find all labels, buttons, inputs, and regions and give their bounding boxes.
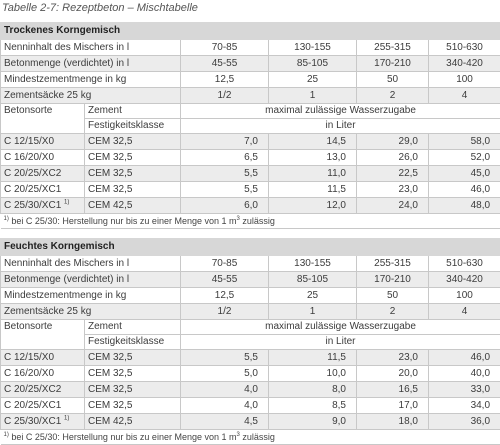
betonsorte-value: C 20/25/XC1	[4, 400, 62, 411]
footnote-ref: 1)	[64, 415, 70, 422]
betonsorte-cell	[1, 350, 85, 366]
section-title: Feuchtes Korngemisch	[1, 239, 500, 256]
water-value-cell: 46,0	[429, 350, 500, 366]
table-cell: 255-315	[357, 256, 429, 272]
table-row	[1, 40, 500, 56]
table-row	[1, 398, 500, 414]
betonsorte-cell	[1, 150, 85, 166]
footnote-text: bei C 25/30: Herstellung nur bis zu einer Menge von 1 m	[11, 216, 237, 226]
table-cell: 25	[269, 72, 357, 88]
footnote-mark: 1)	[3, 216, 9, 222]
footnote-end: zulässig	[242, 216, 275, 226]
footnote-ref: 1)	[64, 199, 70, 206]
footnote-exponent: 3	[236, 432, 240, 438]
table-cell: 340-420	[429, 56, 500, 72]
table-row	[1, 382, 500, 398]
betonsorte-value: C 20/25/XC1	[4, 184, 62, 195]
row-label: Zementsäcke 25 kg	[1, 88, 181, 104]
betonsorte-value: C 16/20/X0	[4, 368, 55, 379]
section-header	[1, 23, 500, 40]
table-row	[1, 272, 500, 288]
betonsorte-cell	[1, 134, 85, 150]
footnote-mark: 1)	[3, 432, 9, 438]
table-cell: 2	[357, 88, 429, 104]
water-value-cell: 9,0	[269, 414, 357, 430]
table-cell: 70-85	[181, 40, 269, 56]
table-row	[1, 72, 500, 88]
water-value-cell: 26,0	[357, 150, 429, 166]
table-cell: 340-420	[429, 272, 500, 288]
column-heading-row	[1, 104, 500, 119]
mix-table	[0, 238, 500, 445]
water-value-cell: 5,5	[181, 350, 269, 366]
table-cell: 2	[357, 304, 429, 320]
row-label: Betonmenge (verdichtet) in l	[1, 56, 181, 72]
table-cell: 1/2	[181, 304, 269, 320]
row-label: Betonmenge (verdichtet) in l	[1, 272, 181, 288]
betonsorte-value: C 20/25/XC2	[4, 384, 62, 395]
zement-cell: CEM 32,5	[85, 134, 181, 150]
table-cell: 12,5	[181, 72, 269, 88]
zement-cell: CEM 32,5	[85, 166, 181, 182]
table-cell: 100	[429, 288, 500, 304]
zement-cell: CEM 32,5	[85, 382, 181, 398]
water-value-cell: 23,0	[357, 350, 429, 366]
water-value-cell: 5,5	[181, 182, 269, 198]
column-heading-row	[1, 320, 500, 335]
table-cell: 130-155	[269, 256, 357, 272]
water-value-cell: 14,5	[269, 134, 357, 150]
section-header	[1, 239, 500, 256]
betonsorte-cell	[1, 198, 85, 214]
table-cell: 85-105	[269, 56, 357, 72]
water-value-cell: 4,0	[181, 382, 269, 398]
water-value-cell: 16,5	[357, 382, 429, 398]
zement-cell: CEM 32,5	[85, 350, 181, 366]
zement-cell: CEM 32,5	[85, 182, 181, 198]
table-cell: 130-155	[269, 40, 357, 56]
table-row	[1, 288, 500, 304]
water-value-cell: 13,0	[269, 150, 357, 166]
col-head-unit: in Liter	[181, 119, 500, 134]
table-cell: 170-210	[357, 56, 429, 72]
water-value-cell: 40,0	[429, 366, 500, 382]
betonsorte-value: C 20/25/XC2	[4, 168, 62, 179]
footnote	[1, 430, 500, 445]
betonsorte-value: C 12/15/X0	[4, 352, 55, 363]
table-cell: 1/2	[181, 88, 269, 104]
footnote-end: zulässig	[242, 432, 275, 442]
table-row	[1, 182, 500, 198]
betonsorte-value: C 12/15/X0	[4, 136, 55, 147]
water-value-cell: 58,0	[429, 134, 500, 150]
table-cell: 170-210	[357, 272, 429, 288]
water-value-cell: 45,0	[429, 166, 500, 182]
table-cell: 4	[429, 304, 500, 320]
footnote-row	[1, 430, 500, 445]
table-cell: 1	[269, 88, 357, 104]
table-row	[1, 256, 500, 272]
row-label: Nenninhalt des Mischers in l	[1, 40, 181, 56]
table-cell: 4	[429, 88, 500, 104]
table-cell: 255-315	[357, 40, 429, 56]
water-value-cell: 4,0	[181, 398, 269, 414]
row-label: Mindestzementmenge in kg	[1, 288, 181, 304]
water-value-cell: 34,0	[429, 398, 500, 414]
water-value-cell: 29,0	[357, 134, 429, 150]
water-value-cell: 17,0	[357, 398, 429, 414]
table-cell: 70-85	[181, 256, 269, 272]
water-value-cell: 6,0	[181, 198, 269, 214]
betonsorte-cell	[1, 398, 85, 414]
water-value-cell: 52,0	[429, 150, 500, 166]
table-row	[1, 304, 500, 320]
col-head-betonsorte: Betonsorte	[1, 320, 85, 350]
water-value-cell: 7,0	[181, 134, 269, 150]
col-head-festigkeit: Festigkeitsklasse	[85, 335, 181, 350]
water-value-cell: 6,5	[181, 150, 269, 166]
water-value-cell: 48,0	[429, 198, 500, 214]
water-value-cell: 11,5	[269, 182, 357, 198]
table-row	[1, 366, 500, 382]
table-row	[1, 350, 500, 366]
table-cell: 85-105	[269, 272, 357, 288]
table-cell: 25	[269, 288, 357, 304]
table-row	[1, 134, 500, 150]
table-cell: 12,5	[181, 288, 269, 304]
col-head-wasser: maximal zulässige Wasserzugabe	[181, 320, 500, 335]
table-cell: 510-630	[429, 40, 500, 56]
table-cell: 510-630	[429, 256, 500, 272]
table-cell: 50	[357, 72, 429, 88]
col-head-betonsorte: Betonsorte	[1, 104, 85, 134]
col-head-unit: in Liter	[181, 335, 500, 350]
table-cell: 50	[357, 288, 429, 304]
water-value-cell: 18,0	[357, 414, 429, 430]
water-value-cell: 8,5	[269, 398, 357, 414]
betonsorte-cell	[1, 366, 85, 382]
table-caption: Tabelle 2-7: Rezeptbeton – Mischtabelle	[2, 2, 198, 14]
table-cell: 100	[429, 72, 500, 88]
table-row	[1, 198, 500, 214]
water-value-cell: 23,0	[357, 182, 429, 198]
betonsorte-value: C 25/30/XC1	[4, 416, 62, 427]
table-feuchtes-korngemisch	[0, 238, 500, 445]
water-value-cell: 33,0	[429, 382, 500, 398]
section-title: Trockenes Korngemisch	[1, 23, 500, 40]
table-row	[1, 88, 500, 104]
table-cell: 45-55	[181, 56, 269, 72]
betonsorte-cell	[1, 382, 85, 398]
water-value-cell: 5,5	[181, 166, 269, 182]
water-value-cell: 36,0	[429, 414, 500, 430]
row-label: Mindestzementmenge in kg	[1, 72, 181, 88]
table-trockenes-korngemisch	[0, 22, 500, 229]
table-row	[1, 150, 500, 166]
water-value-cell: 11,0	[269, 166, 357, 182]
row-label: Zementsäcke 25 kg	[1, 304, 181, 320]
betonsorte-cell	[1, 182, 85, 198]
water-value-cell: 46,0	[429, 182, 500, 198]
table-row	[1, 414, 500, 430]
col-head-festigkeit: Festigkeitsklasse	[85, 119, 181, 134]
zement-cell: CEM 32,5	[85, 366, 181, 382]
betonsorte-value: C 16/20/X0	[4, 152, 55, 163]
row-label: Nenninhalt des Mischers in l	[1, 256, 181, 272]
water-value-cell: 8,0	[269, 382, 357, 398]
water-value-cell: 10,0	[269, 366, 357, 382]
col-head-zement: Zement	[85, 104, 181, 119]
footnote-exponent: 3	[236, 216, 240, 222]
betonsorte-cell	[1, 414, 85, 430]
mix-table	[0, 22, 500, 229]
water-value-cell: 11,5	[269, 350, 357, 366]
zement-cell: CEM 42,5	[85, 198, 181, 214]
zement-cell: CEM 32,5	[85, 150, 181, 166]
footnote	[1, 214, 500, 229]
zement-cell: CEM 42,5	[85, 414, 181, 430]
footnote-text: bei C 25/30: Herstellung nur bis zu einer Menge von 1 m	[11, 432, 237, 442]
table-cell: 45-55	[181, 272, 269, 288]
table-row	[1, 56, 500, 72]
table-cell: 1	[269, 304, 357, 320]
water-value-cell: 4,5	[181, 414, 269, 430]
table-row	[1, 166, 500, 182]
water-value-cell: 20,0	[357, 366, 429, 382]
water-value-cell: 22,5	[357, 166, 429, 182]
zement-cell: CEM 32,5	[85, 398, 181, 414]
col-head-wasser: maximal zulässige Wasserzugabe	[181, 104, 500, 119]
col-head-zement: Zement	[85, 320, 181, 335]
water-value-cell: 24,0	[357, 198, 429, 214]
footnote-row	[1, 214, 500, 229]
betonsorte-value: C 25/30/XC1	[4, 200, 62, 211]
betonsorte-cell	[1, 166, 85, 182]
water-value-cell: 5,0	[181, 366, 269, 382]
water-value-cell: 12,0	[269, 198, 357, 214]
